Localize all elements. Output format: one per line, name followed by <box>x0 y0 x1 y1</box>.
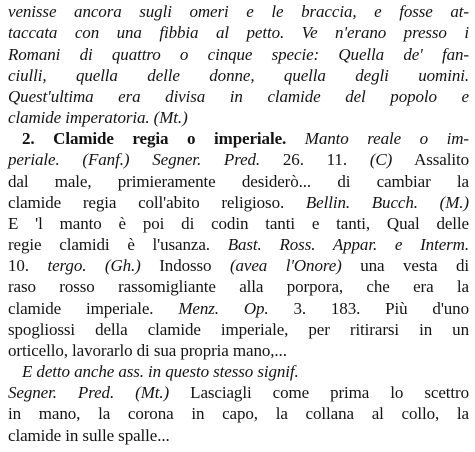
text-segment: in mano, la corona in capo, la collana al collo, la <box>8 404 469 423</box>
text-segment: 2. Clamide regia o imperiale. <box>22 129 287 148</box>
text-segment: Bast. Ross. Appar. e Interm. <box>227 235 469 254</box>
text-segment: clamide in sulle spalle... <box>8 426 170 445</box>
text-segment: Menz. Op. <box>178 299 269 318</box>
text-segment: clamide regia coll'abito religioso. <box>8 193 306 212</box>
text-line-9 <box>8 171 469 193</box>
text-segment: Romani di quattro o cinque specie: Quella de' fan- <box>8 45 469 64</box>
text-line-15 <box>8 298 469 320</box>
text-segment: (avea l'Onore) <box>229 256 342 275</box>
text-line-14 <box>8 276 469 298</box>
text-segment: 26. 11. <box>260 150 370 169</box>
text-line-8 <box>8 149 469 171</box>
text-line-3 <box>8 44 469 66</box>
text-line-21 <box>8 425 469 447</box>
text-segment: venisse ancora sugli omeri e le braccia, e fosse at- <box>8 2 469 21</box>
text-line-7 <box>22 128 469 150</box>
text-segment: Manto reale o im- <box>286 129 469 148</box>
text-line-16 <box>8 319 469 341</box>
text-segment: regie clamidi è l'usanza. <box>8 235 228 254</box>
text-segment: clamide imperatoria. (Mt.) <box>8 108 188 127</box>
text-segment: 3. 183. Più d'uno <box>268 299 469 318</box>
text-line-18 <box>22 361 469 383</box>
text-line-2 <box>8 22 469 44</box>
text-segment: taccata con una fibbia al petto. Ve n'erano presso i <box>8 23 469 42</box>
text-line-17 <box>8 340 469 362</box>
text-segment: Bellin. Bucch. (M.) <box>305 193 469 212</box>
text-line-1 <box>8 1 469 23</box>
text-segment: Assalito <box>392 150 469 169</box>
text-line-12 <box>8 234 469 256</box>
text-line-6 <box>8 107 469 129</box>
text-segment: (C) <box>369 150 393 169</box>
text-segment: Quest'ultima era divisa in clamide del popolo e <box>8 87 469 106</box>
text-segment: una vesta di <box>341 256 469 275</box>
text-segment: E 'l manto è poi di codin tanti e tanti, Qual delle <box>8 214 469 233</box>
text-segment: ciulli, quella delle donne, quella degli uomini. <box>8 66 469 85</box>
text-segment: Indosso <box>140 256 230 275</box>
text-segment: 10. <box>8 256 48 275</box>
text-segment: dal male, primieramente desiderò... di cambiar la <box>8 172 469 191</box>
text-line-5 <box>8 86 469 108</box>
text-segment: clamide imperiale. <box>8 299 179 318</box>
text-segment: E detto anche ass. in questo stesso signif. <box>22 362 299 381</box>
text-line-19 <box>8 382 469 404</box>
text-segment: spogliossi della clamide imperiale, per ritirarsi in un <box>8 320 469 339</box>
text-segment: Segner. Pred. (Mt.) <box>8 383 170 402</box>
text-line-4 <box>8 65 469 87</box>
text-segment: periale. (Fanf.) Segner. Pred. <box>8 150 261 169</box>
text-line-20 <box>8 403 469 425</box>
text-line-13 <box>8 255 469 277</box>
text-line-10 <box>8 192 469 214</box>
text-segment: raso rosso rassomigliante alla porpora, che era la <box>8 277 469 296</box>
text-segment: Lasciagli come prima lo scettro <box>169 383 469 402</box>
text-line-11 <box>8 213 469 235</box>
text-segment: orticello, lavorarlo di sua propria mano,... <box>8 341 287 360</box>
text-segment: tergo. (Gh.) <box>47 256 141 275</box>
